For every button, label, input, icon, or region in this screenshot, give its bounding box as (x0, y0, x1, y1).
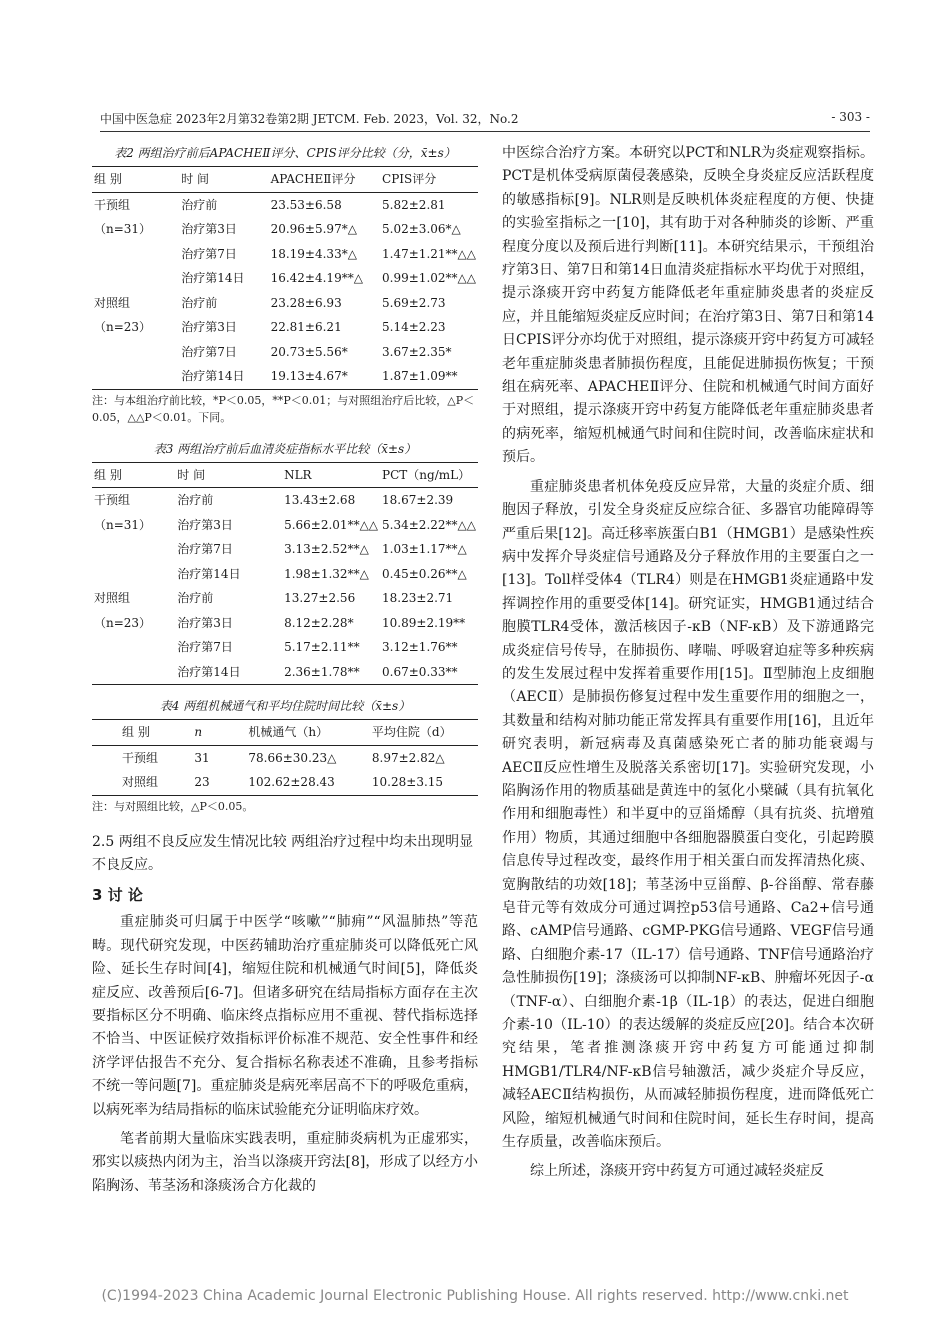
table-cell: 0.45±0.26**△ (382, 566, 467, 581)
table-header-row (92, 720, 478, 746)
section-2-5: 2.5 两组不良反应发生情况比较 两组治疗过程中均未出现明显不良反应。 (92, 833, 474, 873)
table-cell: 16.42±4.19**△ (270, 271, 363, 285)
table-cell: 18.23±2.71 (382, 591, 454, 605)
table-row (92, 364, 478, 389)
table-row (92, 562, 478, 587)
table-header-cell: CPIS评分 (380, 167, 478, 193)
table-cell: 3.12±1.76** (382, 640, 458, 654)
table-row (92, 586, 478, 611)
table-row (92, 340, 478, 365)
table-cell: 治疗第14日 (177, 566, 241, 581)
table-cell: 治疗第14日 (161, 364, 268, 389)
table-header-row (92, 167, 478, 193)
table-cell: 10.28±3.15 (370, 770, 478, 795)
table-row (92, 745, 478, 770)
table3 (92, 462, 478, 686)
table-cell: 20.96±5.97*△ (270, 222, 357, 236)
section-3-heading: 3 讨 论 (92, 886, 143, 905)
table-cell: 5.02±3.06*△ (382, 222, 461, 236)
table2-note: 注：与本组治疗前比较，*P＜0.05，**P＜0.01；与对照组治疗后比较，△P＜0.05，△△P＜0.01。下同。 (92, 393, 475, 424)
table-cell: 23.53±6.58 (270, 197, 342, 212)
table-cell: 治疗前 (181, 197, 218, 212)
table-header-cell: APACHEⅡ评分 (269, 167, 380, 193)
table-header-cell: 组 别 (92, 167, 161, 193)
table-cell: 5.66±2.01**△△ (284, 517, 379, 532)
table-cell: 治疗前 (177, 493, 214, 507)
table-cell: （n=23） (94, 320, 152, 334)
table-cell: 1.47±1.21**△△ (382, 246, 476, 261)
page-number: - 303 - (831, 110, 870, 124)
table-cell: 对照组 (92, 770, 192, 795)
table4 (92, 719, 478, 796)
table-cell: 1.98±1.32**△ (284, 566, 369, 581)
table-cell: 干预组 (94, 197, 131, 212)
table-cell: 8.12±2.28* (284, 615, 354, 630)
table2 (92, 166, 478, 390)
table-cell: 13.43±2.68 (284, 493, 356, 507)
table-cell: 干预组 (94, 493, 131, 507)
table-cell: 1.87±1.09** (380, 364, 478, 389)
table-cell: 5.14±2.23 (382, 320, 446, 334)
discussion-paragraph: 综上所述，涤痰开窍中药复方可通过减轻炎症反 (530, 1163, 824, 1180)
journal-info: 中国中医急症 2023年2月第32卷第2期 JETCM. Feb. 2023，Vol. 32，No.2 (100, 112, 519, 126)
table-cell: 治疗前 (177, 591, 214, 605)
table-cell: 治疗第3日 (177, 615, 233, 630)
table-cell: 5.69±2.73 (382, 295, 446, 310)
table-cell: 0.99±1.02**△△ (382, 271, 476, 285)
table-cell: 治疗第7日 (177, 640, 233, 654)
table-row (92, 315, 478, 340)
table4-note: 注：与对照组比较，△P＜0.05。 (92, 799, 254, 813)
table-cell: 治疗第7日 (177, 542, 233, 556)
table-cell (92, 340, 161, 365)
table-header-cell: 组 别 (92, 720, 192, 746)
table-row (92, 217, 478, 242)
copyright-footer: (C)1994-2023 China Academic Journal Electronic Publishing House. All rights reserved. http://www.cnki.net (101, 1288, 849, 1304)
table-row (92, 770, 478, 795)
table-cell: 干预组 (122, 750, 159, 765)
table-cell (92, 537, 157, 562)
table-cell: 治疗第3日 (181, 320, 237, 334)
table-cell: 8.97±2.82△ (371, 750, 445, 765)
page-header (100, 110, 870, 132)
table-cell: 治疗第14日 (157, 660, 254, 685)
table-cell: 18.19±4.33*△ (270, 246, 357, 261)
table-cell: 治疗第7日 (181, 344, 237, 359)
discussion-paragraph: 重症肺炎患者机体免疫反应异常，大量的炎症介质、细胞因子释放，引发全身炎症反应综合征、多器官功能障碍等严重后果[12]。高迁移率族蛋白B1（HMGB1）是感染性疾病中发挥介导炎症信号通路及分子释放作用的主要蛋白之一[13]。Toll样受体4（TLR4）则是在HMGB1炎症通路中发挥调控作用的重要受体[14]。研究证实，HMGB1通过结合胞膜TLR4受体，激活核因子-κB（NF-κB）及下游通路完成炎症信号传导，在肺损伤、哮喘、呼吸窘迫症等多种疾病的发生发展过程中发挥着重要作用[15]。Ⅱ型肺泡上皮细胞（AECⅡ）是肺损伤修复过程中发生重要作用的细胞之一，其数量和结构对肺功能正常发挥具有重要作用[16]，且近年研究表明，新冠病毒及真菌感染死亡者的肺功能衰竭与AECⅡ反应性增生及脱落关系密切[17]。实验研究发现，小陷胸汤作用的物质基础是黄连中的氢化小檗碱（具有抗氧化作用和细胞毒性）和半夏中的豆甾烯醇（具有抗炎、抗增殖作用）物质，其通过细胞中各细胞器膜蛋白变化，引起跨膜信息传导过程改变，最终作用于相关蛋白而发挥清热化痰、宽胸散结的功效[18]；苇茎汤中豆甾醇、β-谷甾醇、常春藤皂苷元等有效成分可通过调控p53信号通路、Ca2+信号通路、cAMP信号通路、cGMP-PKG信号通路、VEGF信号通路、白细胞介素-17（IL-17）信号通路、TNF信号通路治疗急性肺损伤[19]；涤痰汤可以抑制NF-κB、肿瘤坏死因子-α（TNF-α）、白细胞介素-1β（IL-1β）的表达，促进白细胞介素-10（IL-10）的表达缓解的炎症反应[20]。结合本次研究结果，笔者推测涤痰开窍中药复方可能通过抑制HMGB1/TLR4/NF-κB信号轴激活，减少炎症介导反应，减轻AECⅡ结构损伤，从而减轻肺损伤程度，进而降低死亡风险，缩短机械通气时间和住院时间，延长生存时间，提高生存质量，改善临床预后。 (502, 478, 874, 1151)
table-header-cell: 时 间 (161, 167, 268, 193)
table-cell: 23 (192, 770, 246, 795)
left-column (92, 142, 478, 1198)
table-cell: （n=23） (94, 615, 152, 630)
table-cell: 3.13±2.52**△ (284, 542, 369, 556)
table-cell: 对照组 (94, 591, 131, 605)
table-cell: 治疗第14日 (181, 271, 245, 285)
table-cell: 治疗第7日 (181, 246, 237, 261)
table-cell: 10.89±2.19** (382, 615, 466, 630)
table-cell: 19.13±4.67* (269, 364, 380, 389)
table-cell: 5.34±2.22**△△ (382, 517, 476, 532)
table-cell: 0.67±0.33** (380, 660, 478, 685)
header-rule (100, 131, 870, 132)
table-header-cell: n (192, 720, 246, 746)
table-cell (92, 364, 161, 389)
discussion-paragraph: 笔者前期大量临床实践表明，重症肺炎病机为正虚邪实，邪实以痰热内闭为主，治当以涤痰开窍法[8]，形成了以经方小陷胸汤、苇茎汤和涤痰汤合方化裁的 (92, 1130, 478, 1194)
table-row (92, 635, 478, 660)
table-row (92, 611, 478, 636)
table-cell (92, 242, 161, 267)
table-cell: 13.27±2.56 (284, 591, 356, 605)
table-header-cell: 组 别 (92, 462, 157, 488)
table-row (92, 192, 478, 217)
table4-caption: 表4 两组机械通气和平均住院时间比较（x̄±s） (159, 699, 411, 713)
table2-caption: 表2 两组治疗前后APACHEⅡ评分、CPIS评分比较（分，x̄±s） (114, 146, 456, 160)
table-row (92, 266, 478, 291)
table-cell: （n=31） (94, 517, 152, 532)
table-cell: 治疗第3日 (181, 222, 237, 236)
table-row (92, 513, 478, 538)
table-cell: 20.73±5.56* (270, 344, 348, 359)
table-row (92, 488, 478, 513)
table-row (92, 291, 478, 316)
right-column (502, 142, 874, 1184)
table-header-cell: 时 间 (157, 462, 254, 488)
table-cell: 对照组 (94, 295, 131, 310)
table-cell: 102.62±28.43 (246, 770, 370, 795)
table-cell: 2.36±1.78** (254, 660, 380, 685)
table-cell: 5.17±2.11** (284, 640, 360, 654)
table-cell: 18.67±2.39 (382, 493, 454, 507)
discussion-paragraph: 中医综合治疗方案。本研究以PCT和NLR为炎症观察指标。PCT是机体受病原菌侵袭感染，反映全身炎症反应活跃程度的敏感指标[9]。NLR则是反映机体炎症程度的方便、快捷的实验室指标之一[10]，其有助于对各种肺炎的诊断、严重程度分度以及预后进行判断[11]。本研究结果示，干预组治疗第3日、第7日和第14日血清炎症指标水平均优于对照组，提示涤痰开窍中药复方能降低老年重症肺炎患者的炎症反应，并且能缩短炎症反应时间；在治疗第3日、第7日和第14日CPIS评分亦均优于对照组，提示涤痰开窍中药复方可减轻老年重症肺炎患者肺损伤程度，且能促进肺损伤恢复；干预组在病死率、APACHEⅡ评分、住院和机械通气时间方面好于对照组，提示涤痰开窍中药复方能降低老年重症肺炎患者的病死率，缩短机械通气时间和住院时间，改善临床症状和预后。 (502, 145, 874, 466)
table-row (92, 537, 478, 562)
table-cell: 治疗前 (181, 295, 218, 310)
table-cell: 治疗第3日 (177, 517, 233, 532)
table-cell (92, 562, 157, 587)
table-header-row (92, 462, 478, 488)
table-cell: （n=31） (94, 222, 152, 236)
table-header-cell: 机械通气（h） (246, 720, 370, 746)
table-cell (92, 266, 161, 291)
table-cell: 3.67±2.35* (382, 344, 452, 359)
table-header-cell: PCT（ng/mL） (380, 462, 478, 488)
discussion-paragraph: 重症肺炎可归属于中医学“咳嗽”“肺痈”“风温肺热”等范畴。现代研究发现，中医药辅助治疗重症肺炎可以降低死亡风险、延长生存时间[4]，缩短住院和机械通气时间[5]，降低炎症反应、改善预后[6-7]。但诸多研究在结局指标方面存在主次要指标区分不明确、临床终点指标应用不重视、替代指标选择不恰当、中医证候疗效指标评价标准不规范、安全性事件和经济学评估报告不充分、复合指标名称表述不准确，且参考指标不统一等问题[7]。重症肺炎是病死率居高不下的呼吸危重病，以病死率为结局指标的临床试验能充分证明临床疗效。 (92, 914, 478, 1118)
table-cell (92, 660, 157, 685)
table-cell (92, 635, 157, 660)
table-cell: 22.81±6.21 (270, 320, 342, 334)
table-cell: 78.66±30.23△ (248, 750, 337, 765)
table-cell: 1.03±1.17**△ (382, 542, 467, 556)
table-header-cell: 平均住院（d） (370, 720, 478, 746)
table-row (92, 242, 478, 267)
table-cell: 31 (194, 750, 210, 765)
table-cell: 5.82±2.81 (382, 197, 446, 212)
table-row (92, 660, 478, 685)
table3-caption: 表3 两组治疗前后血清炎症指标水平比较（x̄±s） (153, 441, 417, 456)
table-cell: 23.28±6.93 (270, 295, 342, 310)
table-header-cell: NLR (254, 462, 380, 488)
